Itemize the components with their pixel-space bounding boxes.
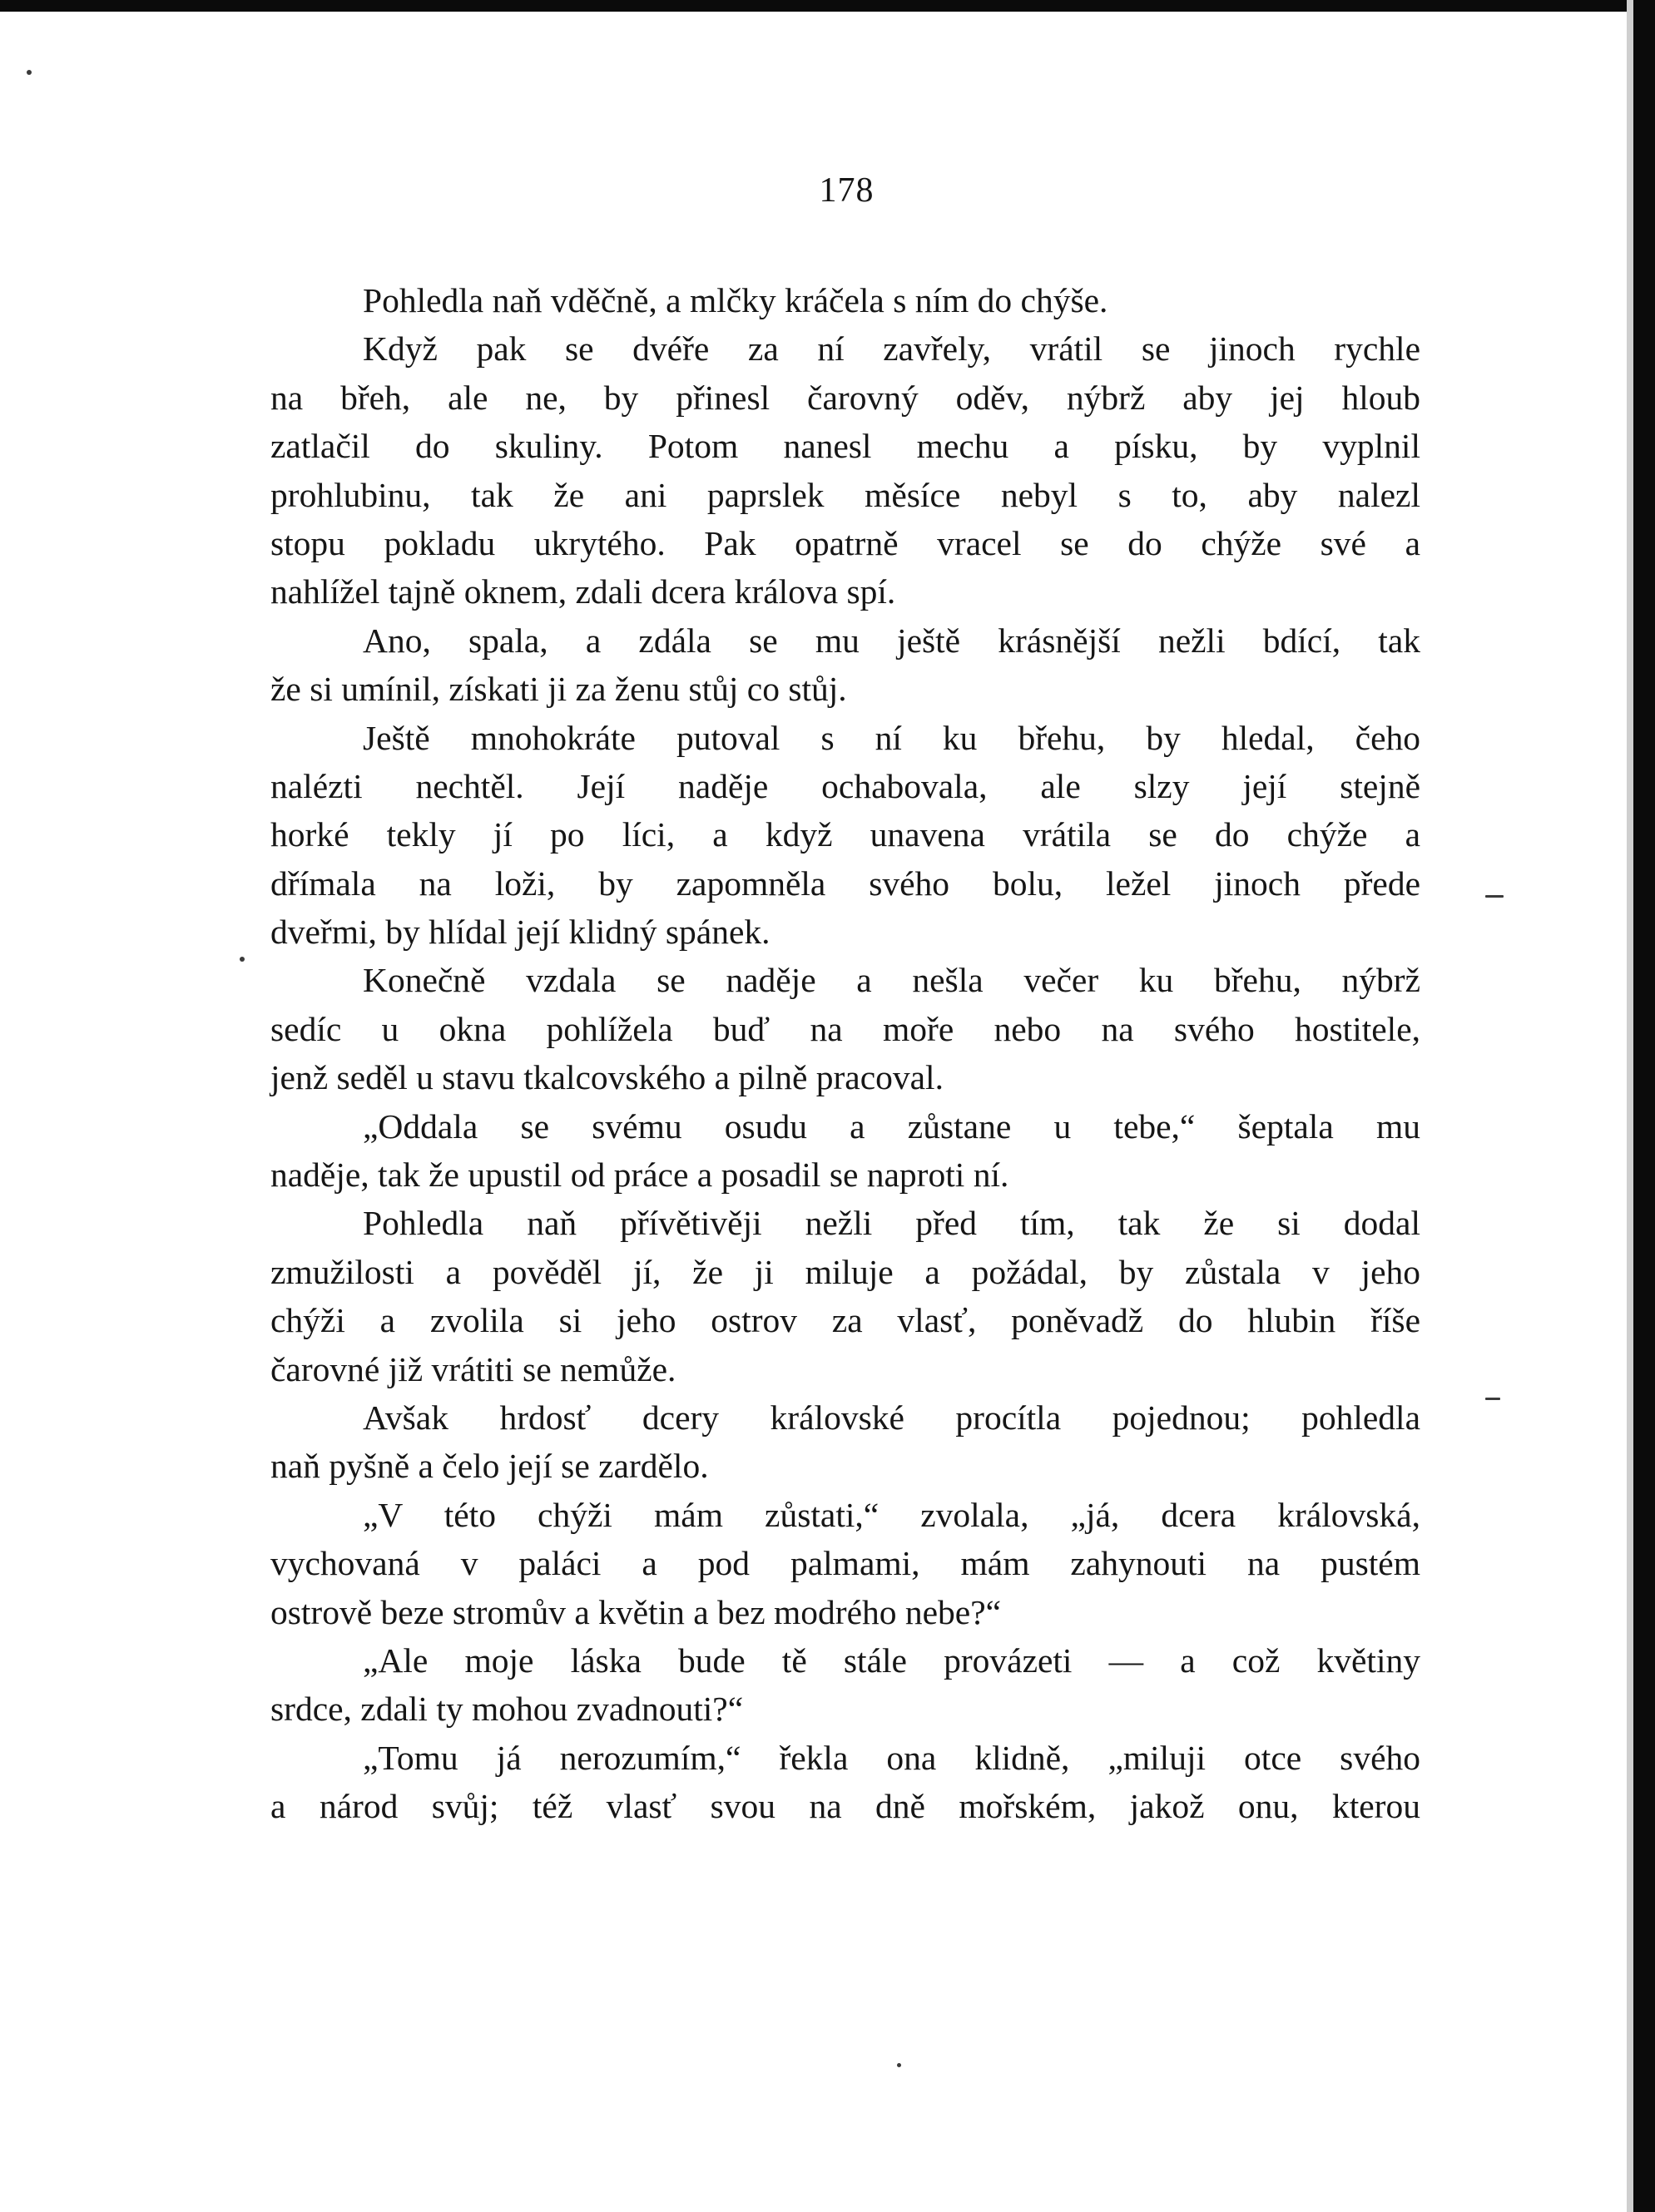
- text-line: „Ale moje láska bude tě stále provázeti — a což květiny: [363, 1640, 1420, 1680]
- scan-edge-shadow: [1627, 0, 1633, 2212]
- text-line: dveřmi, by hlídal její klidný spánek.: [270, 913, 771, 952]
- scan-speck: [27, 70, 32, 75]
- text-line: jenž seděl u stavu tkalcovského a pilně pracoval.: [270, 1058, 944, 1097]
- scan-edge-right: [1633, 0, 1655, 2212]
- page-number: 178: [819, 171, 875, 210]
- scan-speck: [240, 957, 245, 962]
- body-text: [270, 276, 1420, 1831]
- text-line: Avšak hrdosť dcery královské procítla pojednou; pohledla: [363, 1398, 1420, 1437]
- text-line: na břeh, ale ne, by přinesl čarovný oděv, nýbrž aby jej hloub: [270, 378, 1420, 417]
- text-line: naň pyšně a čelo její se zardělo.: [270, 1447, 709, 1486]
- text-line: „V této chýži mám zůstati,“ zvolala, „já, dcera královská,: [363, 1495, 1420, 1534]
- text-line: nalézti nechtěl. Její naděje ochabovala, ale slzy její stejně: [270, 766, 1420, 805]
- text-line: prohlubinu, tak že ani paprslek měsíce nebyl s to, aby nalezl: [270, 475, 1420, 514]
- text-line: Pohledla naň vděčně, a mlčky kráčela s ním do chýše.: [363, 281, 1108, 319]
- text-line: a národ svůj; též vlasť svou na dně mořském, jakož onu, kterou: [270, 1787, 1420, 1826]
- text-line: dřímala na loži, by zapomněla svého bolu, ležel jinoch přede: [270, 864, 1420, 903]
- text-line: horké tekly jí po líci, a když unavena vrátila se do chýže a: [270, 815, 1420, 854]
- scan-speck: [897, 2063, 901, 2067]
- text-line: naděje, tak že upustil od práce a posadil se naproti ní.: [270, 1155, 1009, 1195]
- text-line: zmužilosti a pověděl jí, že ji miluje a požádal, by zůstala v jeho: [270, 1252, 1420, 1291]
- text-line: Ještě mnohokráte putoval s ní ku břehu, by hledal, čeho: [363, 718, 1420, 757]
- text-line: zatlačil do skuliny. Potom nanesl mechu a písku, by vyplnil: [270, 427, 1420, 466]
- scan-edge-top: [0, 0, 1655, 12]
- text-line: „Tomu já nerozumím,“ řekla ona klidně, „miluji otce svého: [363, 1738, 1420, 1777]
- text-line: Pohledla naň přívětivěji nežli před tím, tak že si dodal: [363, 1204, 1420, 1243]
- text-line: Ano, spala, a zdála se mu ještě krásnější nežli bdící, tak: [363, 621, 1420, 660]
- text-line: Když pak se dvéře za ní zavřely, vrátil se jinoch rychle: [363, 329, 1420, 369]
- text-line: srdce, zdali ty mohou zvadnouti?“: [270, 1690, 744, 1729]
- text-line: čarovné již vrátiti se nemůže.: [270, 1349, 676, 1388]
- text-line: ostrově beze stromův a květin a bez modrého nebe?“: [270, 1592, 1002, 1631]
- text-line: sedíc u okna pohlížela buď na moře nebo na svého hostitele,: [270, 1009, 1420, 1048]
- text-line: že si umínil, získati ji za ženu stůj co stůj.: [270, 670, 847, 709]
- text-line: nahlížel tajně oknem, zdali dcera králova spí.: [270, 572, 896, 611]
- text-line: vychovaná v paláci a pod palmami, mám zahynouti na pustém: [270, 1544, 1420, 1583]
- text-line: chýži a zvolila si jeho ostrov za vlasť, poněvadž do hlubin říše: [270, 1301, 1420, 1340]
- text-line: „Oddala se svému osudu a zůstane u tebe,“ šeptala mu: [363, 1106, 1420, 1146]
- scan-speck: [1485, 1398, 1500, 1400]
- text-line: Konečně vzdala se naděje a nešla večer ku břehu, nýbrž: [363, 961, 1420, 1000]
- scan-speck: [1485, 895, 1504, 898]
- text-line: stopu pokladu ukrytého. Pak opatrně vracel se do chýže své a: [270, 523, 1420, 562]
